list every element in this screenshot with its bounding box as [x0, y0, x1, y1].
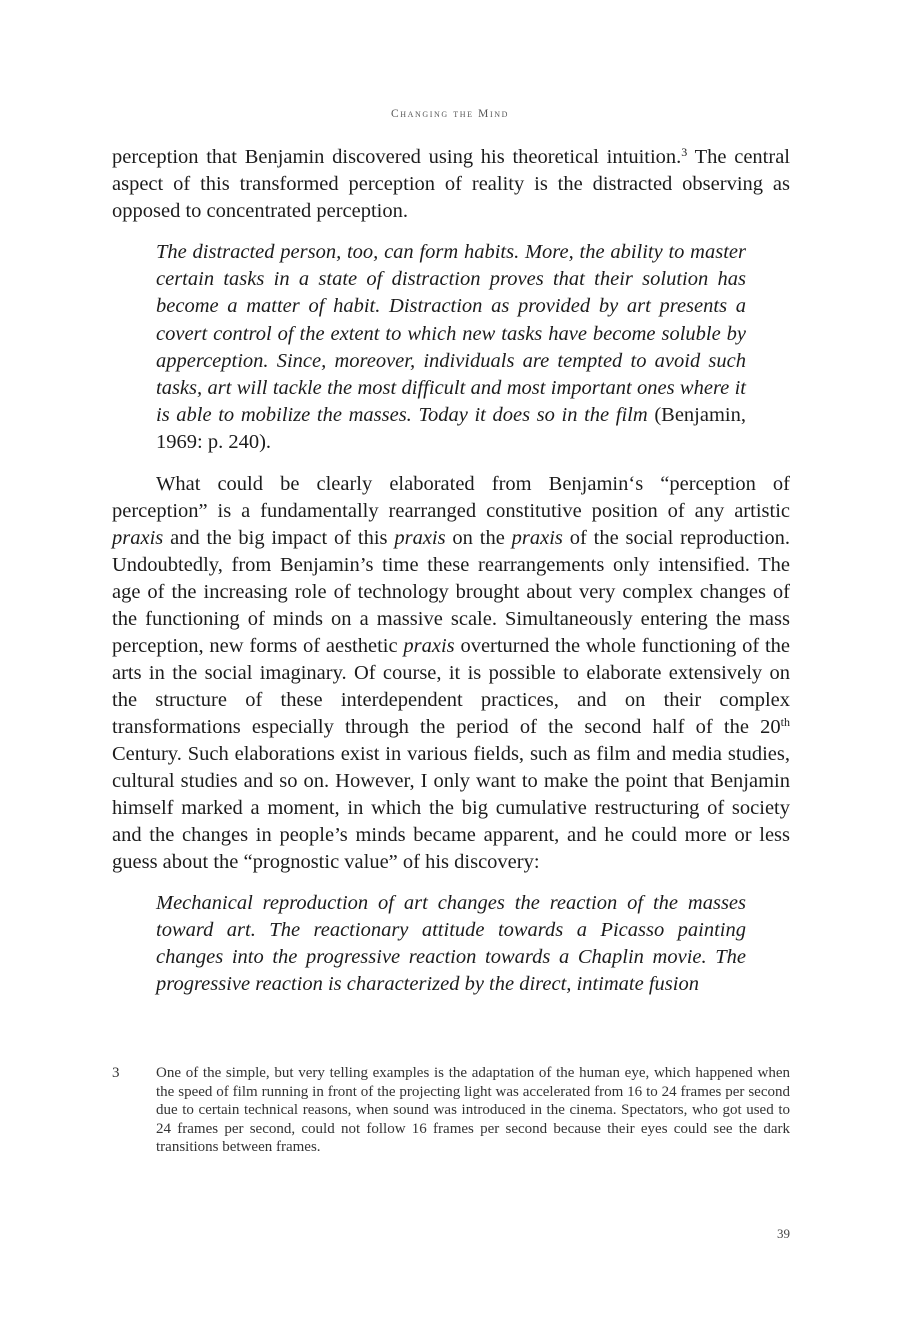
footnote — [112, 1064, 790, 1157]
paragraph-2-text-i: overturned the whole functioning of the arts in the social imaginary. Of course, it is possible to elaborate extensively on the structure of these interdependent practices, and on their complex transformations especially through the period of the second half of the 20 — [112, 634, 790, 738]
page-number: 39 — [777, 1226, 790, 1241]
paragraph-2-italic-praxis-4: praxis — [403, 634, 455, 657]
paragraph-1 — [112, 144, 790, 225]
paragraph-2-text-c: and the big impact of this — [163, 526, 395, 549]
paragraph-2-text-k: Century. Such elaborations exist in various fields, such as film and media studies, cultural studies and so on. However, I only want to make the point that Benjamin himself marked a moment, in which the big cumulative restructuring of society and the changes in people’s minds became apparent, and he could more or less guess about the “prognostic value” of his discovery: — [112, 742, 790, 873]
running-head: Changing the Mind — [391, 108, 509, 120]
paragraph-2-italic-praxis-2: praxis — [394, 526, 446, 549]
paragraph-2-superscript-th: th — [780, 714, 790, 729]
block-quote-1-text: The distracted person, too, can form habits. More, the ability to master certain tasks in a state of distraction proves that their solution has become a matter of habit. Distraction as provided by art presents a covert control of the extent to which new tasks have become soluble by apperception. Since, moreover, individuals are tempted to avoid such tasks, art will tackle the most difficult and most important ones where it is able to mobilize the masses. Today it does so in the film — [156, 241, 746, 427]
paragraph-1-text-cont: The central aspect of this transformed perception of reality is the distracted observing as opposed to concentrated perception. — [112, 146, 790, 222]
paragraph-2-italic-praxis-3: praxis — [511, 526, 563, 549]
block-quote-2-text: Mechanical reproduction of art changes the reaction of the masses toward art. The reactionary attitude towards a Picasso painting changes into the progressive reaction towards a Chaplin movie. The progressive reaction is characterized by the direct, intimate fusion — [156, 891, 746, 996]
page-body — [112, 144, 790, 1012]
footnote-text: One of the simple, but very telling examples is the adaptation of the human eye, which happened when the speed of film running in front of the projecting light was accelerated from 16 to 24 frames per second due to certain technical reasons, when sound was introduced in the cinema. Spectators, who got used to 24 frames per second, could not follow 16 frames per second because their eyes could see the dark transitions between frames. — [156, 1065, 790, 1155]
footnote-reference[interactable]: 3 — [681, 145, 688, 159]
footnote-number: 3 — [112, 1065, 120, 1081]
block-quote-2 — [156, 890, 746, 999]
block-quote-1-citation: (Benjamin, 1969: p. 240). — [156, 404, 746, 454]
paragraph-1-text: perception that Benjamin discovered using his theoretical intuition. — [112, 146, 682, 168]
paragraph-2 — [112, 471, 790, 876]
paragraph-2-text-g: of the social reproduction. Undoubtedly, from Benjamin’s time these rearrangements only intensified. The age of the increasing role of technology brought about very complex changes of the functioning of minds on a massive scale. Simultaneously entering the mass perception, new forms of aesthetic — [112, 526, 790, 657]
paragraph-2-text-e: on the — [445, 526, 512, 549]
paragraph-2-text-a: What could be clearly elaborated from Benjamin‘s “perception of perception” is a fundamentally rearranged constitutive position of any artistic — [112, 472, 790, 522]
block-quote-1 — [156, 239, 746, 457]
paragraph-2-italic-praxis-1: praxis — [112, 526, 164, 549]
